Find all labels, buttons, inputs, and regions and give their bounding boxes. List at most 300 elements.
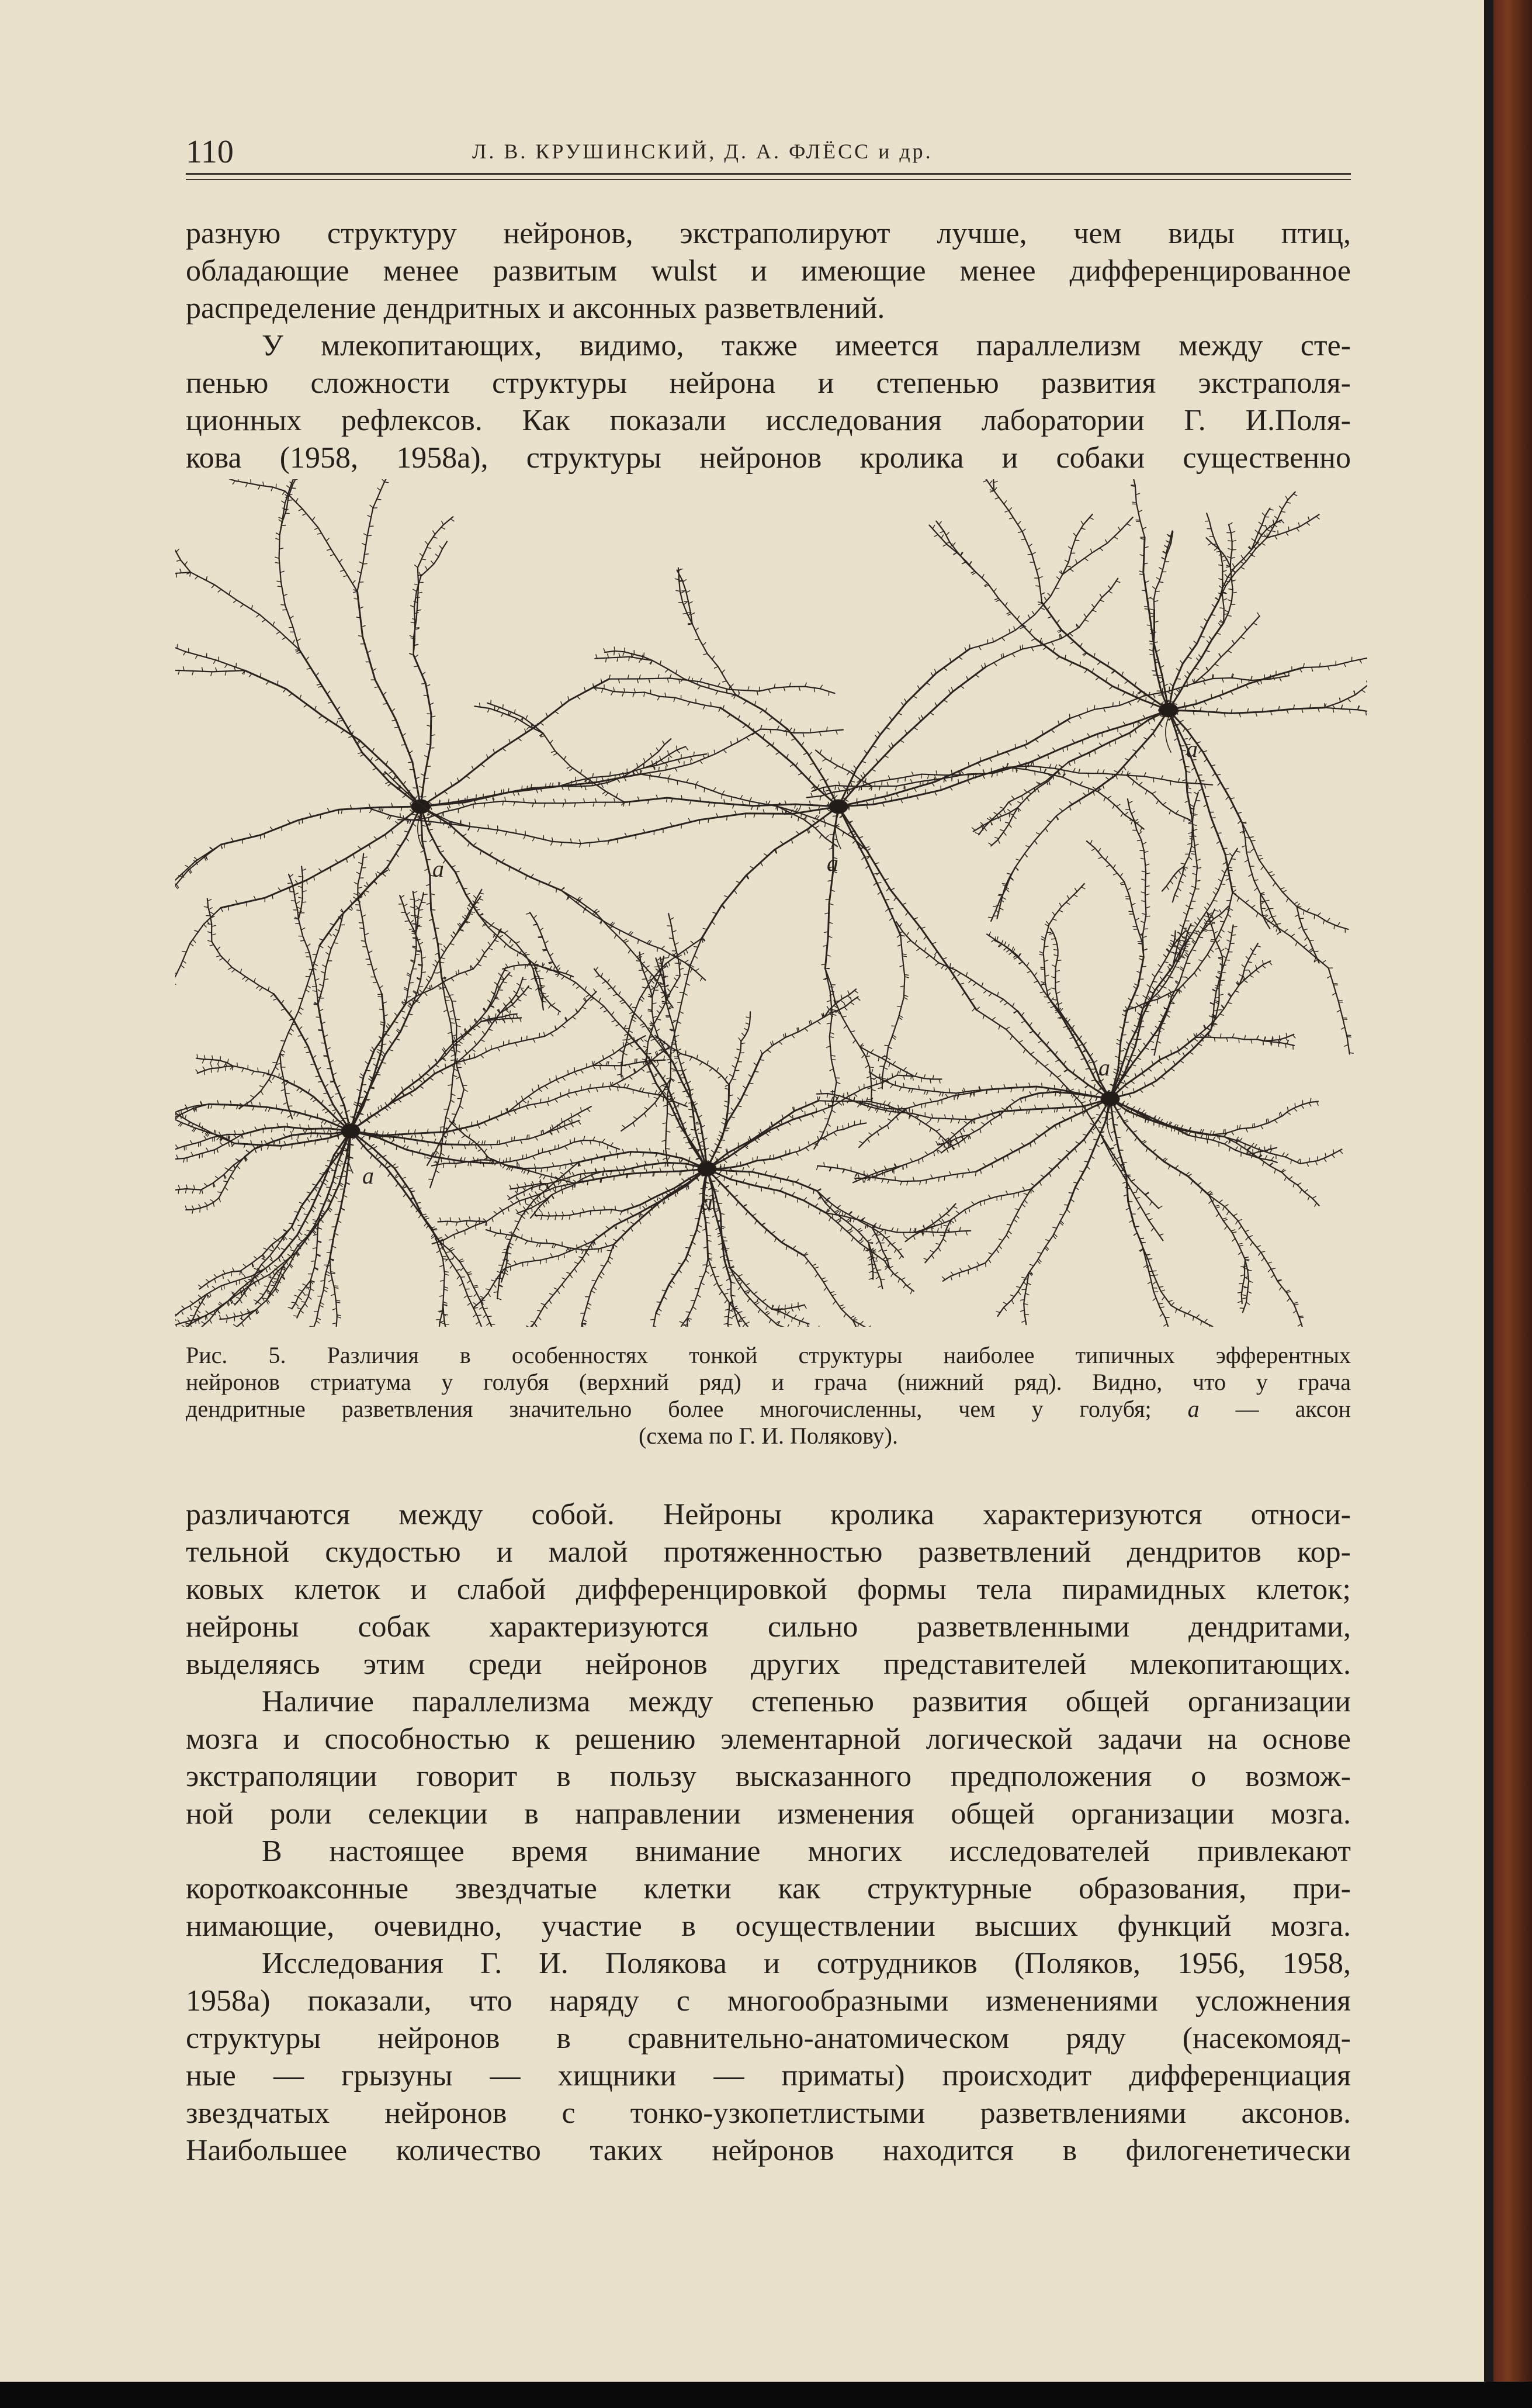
rook-neuron-2-dendrite <box>790 1130 837 1154</box>
pigeon-neuron-2-dendrite <box>736 695 838 807</box>
pigeon-neuron-3-spines <box>980 479 997 491</box>
top-text <box>186 215 1351 477</box>
rook-neuron-3-dendrite <box>1135 1227 1160 1308</box>
rook-neuron-3-spines <box>972 1098 1022 1133</box>
rook-neuron-3-dendrite <box>1029 1209 1067 1272</box>
pigeon-neuron-3-spines <box>989 808 1021 845</box>
rook-neuron-3-spines <box>1020 1272 1032 1322</box>
rook-neuron-3-dendrite <box>1110 957 1143 1099</box>
pigeon-neuron-1-dendrite <box>760 687 835 694</box>
rook-neuron-2-spines <box>594 1169 708 1244</box>
rook-neuron-3-spines <box>1207 964 1226 1030</box>
text-line: экстраполяции говорит в пользу высказанного предположения о возмож- <box>186 1760 1351 1793</box>
text-line: различаются между собой. Нейроны кролика характеризуются относи- <box>186 1498 1351 1531</box>
rook-neuron-1-spines <box>204 899 216 942</box>
pigeon-neuron-1-dendrite <box>280 946 320 1054</box>
rook-neuron-1-spines <box>357 910 383 995</box>
rook-neuron-3-spines <box>1236 946 1260 985</box>
running-title: Л. В. КРУШИНСКИЙ, Д. А. ФЛЁСС и др. <box>472 140 933 163</box>
pigeon-neuron-3-spines <box>1208 543 1231 567</box>
rook-neuron-3-dendrite <box>1110 1099 1211 1135</box>
rook-neuron-2-dendrite <box>915 1231 971 1233</box>
rook-neuron-2-dendrite <box>505 1241 593 1268</box>
pigeon-neuron-2-axon-label: a <box>827 850 838 876</box>
rook-neuron-1-dendrite <box>297 1281 310 1318</box>
rook-neuron-3-dendrite <box>1051 928 1058 956</box>
rook-neuron-3-spines <box>1160 1307 1180 1327</box>
pigeon-neuron-2-dendrite <box>838 807 976 1010</box>
pigeon-neuron-3-soma <box>1159 703 1178 717</box>
pigeon-neuron-3-dendrite <box>1267 514 1319 538</box>
rook-neuron-2-dendrite <box>730 1268 772 1309</box>
rook-neuron-1-dendrite <box>406 969 473 1004</box>
pigeon-neuron-2-spines <box>838 720 1070 808</box>
rook-neuron-2-dendrite <box>817 1191 872 1228</box>
pigeon-neuron-3-dendrite <box>1207 513 1220 551</box>
rook-neuron-2-spines <box>819 1097 902 1112</box>
rook-neuron-1-spines <box>574 1136 617 1152</box>
text-line: У млекопитающих, видимо, также имеется параллелизм между сте- <box>262 329 1351 362</box>
pigeon-neuron-3-dendrite <box>1229 525 1232 567</box>
rook-neuron-2-dendrite <box>499 1323 535 1327</box>
rook-neuron-1-spines <box>285 1081 351 1133</box>
caption-line <box>186 1396 1351 1423</box>
figure-caption <box>186 1342 1351 1449</box>
rook-neuron-3-dendrite <box>1301 1149 1342 1164</box>
rook-neuron-1-spines <box>237 1063 285 1084</box>
rook-neuron-3-spines <box>1209 1194 1249 1258</box>
text-line: В настоящее время внимание многих исследователей привлекают <box>262 1835 1351 1868</box>
text-line: структуры нейронов в сравнительно-анатомическом ряду (насекомояд- <box>186 2022 1351 2055</box>
text-line: ционных рефлексов. Как показали исследования лаборатории Г. И.Поля- <box>186 404 1351 437</box>
rook-neuron-3-dendrite <box>1271 1269 1304 1327</box>
pigeon-neuron-3-spines <box>933 525 975 573</box>
rook-neuron-3-dendrite <box>1143 957 1167 1009</box>
pigeon-neuron-3-spines <box>1325 667 1367 708</box>
pigeon-neuron-2-spines <box>1100 1132 1162 1208</box>
rook-neuron-2-dendrite <box>682 1071 707 1169</box>
pigeon-neuron-2-spines <box>604 647 652 664</box>
pigeon-neuron-3-dendrite <box>1233 892 1329 968</box>
pigeon-neuron-1-dendrite <box>761 729 843 733</box>
rook-neuron-2-dendrite <box>707 1085 729 1169</box>
rook-neuron-2-dendrite <box>772 1305 805 1309</box>
pigeon-neuron-2-spines <box>617 1019 635 1075</box>
caption-text: — аксон <box>1199 1396 1351 1422</box>
pigeon-neuron-3-dendrite <box>956 479 994 491</box>
pigeon-neuron-3-spines <box>882 770 993 785</box>
pigeon-neuron-3-spines <box>1233 890 1326 963</box>
rook-neuron-2-dendrite <box>837 1123 866 1130</box>
rook-neuron-2-dendrite <box>730 1268 778 1325</box>
body-text <box>186 1496 1351 2170</box>
rook-neuron-3-soma <box>1101 1092 1119 1106</box>
pigeon-neuron-1-spines <box>175 569 190 584</box>
text-line: Исследования Г. И. Полякова и сотрудников (Поляков, 1956, 1958, <box>262 1947 1351 1980</box>
pigeon-neuron-2-dendrite <box>543 734 625 802</box>
pigeon-neuron-3-spines <box>1166 867 1185 890</box>
pigeon-neuron-1-dendrite <box>175 845 221 918</box>
rook-neuron-2-spines <box>804 1254 854 1318</box>
rook-neuron-2-dendrite <box>707 1169 730 1268</box>
pigeon-neuron-1-dendrite <box>175 510 190 573</box>
rook-neuron-1-spines <box>175 1294 208 1322</box>
pigeon-neuron-3-dendrite <box>1069 710 1169 806</box>
rook-neuron-3-spines <box>1139 851 1150 957</box>
pigeon-neuron-1-dendrite <box>609 678 759 691</box>
pigeon-neuron-2-spines <box>593 684 645 697</box>
rook-neuron-3-dendrite <box>1049 884 1084 925</box>
rook-neuron-1-dendrite <box>256 1253 296 1310</box>
pigeon-neuron-2-dendrite <box>645 693 721 708</box>
pigeon-neuron-2-spines <box>469 822 608 847</box>
pigeon-neuron-3-dendrite <box>1206 538 1230 566</box>
rook-neuron-1-dendrite <box>212 942 273 994</box>
rook-neuron-2-spines <box>817 1189 871 1241</box>
pigeon-neuron-3-dendrite <box>1260 894 1270 929</box>
rook-neuron-3-dendrite <box>903 1120 972 1165</box>
pigeon-neuron-1-spines <box>561 888 650 943</box>
rook-neuron-3-spines <box>1134 1226 1163 1304</box>
rook-neuron-3-spines <box>1107 1099 1139 1227</box>
rook-neuron-2-dendrite <box>681 1054 729 1085</box>
rook-neuron-3-dendrite <box>1031 1099 1110 1189</box>
neuron-illustration <box>175 479 1367 1327</box>
rook-neuron-1-dendrite <box>481 1301 495 1327</box>
rook-neuron-2-axon-label: a <box>701 1189 713 1215</box>
pigeon-neuron-3-dendrite <box>975 571 1035 638</box>
rook-neuron-1-dendrite <box>500 986 529 1013</box>
rook-neuron-1-dendrite <box>543 1106 591 1134</box>
pigeon-neuron-1-dendrite <box>175 607 245 670</box>
pigeon-neuron-2-dendrite <box>1007 766 1127 776</box>
pigeon-neuron-2-spines <box>1059 518 1093 575</box>
text-line: мозга и способностью к решению элементарной логической задачи на основе <box>186 1722 1351 1756</box>
pigeon-neuron-1-spines <box>175 604 245 674</box>
pigeon-neuron-3-spines <box>1152 989 1182 1049</box>
rook-neuron-3-spines <box>1209 1192 1271 1272</box>
pigeon-neuron-3-spines <box>1325 704 1367 721</box>
rook-neuron-3-dendrite <box>943 1263 986 1281</box>
rook-neuron-1-spines <box>314 917 344 1005</box>
caption-axon-letter: а <box>1187 1396 1200 1422</box>
rook-neuron-2-dendrite <box>687 1258 708 1318</box>
rook-neuron-2-dendrite <box>826 1213 885 1261</box>
pigeon-neuron-3-dendrite <box>1015 806 1070 867</box>
text-line: кова (1958, 1958а), структуры нейронов кролика и собаки существенно <box>186 441 1351 475</box>
pigeon-neuron-1-spines <box>286 496 358 593</box>
pigeon-neuron-2-spines <box>1077 581 1120 627</box>
rook-neuron-3-dendrite <box>1282 1172 1319 1206</box>
pigeon-neuron-1-dendrite <box>175 572 190 582</box>
pigeon-neuron-1-dendrite <box>175 908 221 1005</box>
pigeon-neuron-1-dendrite <box>442 978 456 1101</box>
pigeon-neuron-1-spines <box>249 673 421 808</box>
rook-neuron-2-spines <box>707 1165 814 1193</box>
rook-neuron-3-spines <box>1282 1170 1317 1206</box>
pigeon-neuron-1-spines <box>297 652 421 809</box>
pigeon-neuron-3-dendrite <box>1154 559 1166 610</box>
rook-neuron-2-dendrite <box>826 1213 916 1232</box>
book-edge <box>1484 0 1532 2382</box>
rook-neuron-1-soma <box>341 1124 360 1138</box>
pigeon-neuron-3-dendrite <box>1242 823 1260 894</box>
rook-neuron-2-dendrite <box>582 1245 614 1324</box>
rook-neuron-1-spines <box>498 980 526 1013</box>
rook-neuron-2-dendrite <box>574 1324 582 1327</box>
pigeon-neuron-1-dendrite <box>421 542 447 576</box>
rook-neuron-3-spines <box>1031 1099 1113 1186</box>
rook-neuron-3-dendrite <box>1173 867 1197 967</box>
rook-neuron-2-spines <box>637 1313 660 1327</box>
text-line: Наибольшее количество таких нейронов находится в филогенетически <box>186 2134 1351 2167</box>
text-line: тельной скудостью и малой протяженностью разветвлений дендритов кор- <box>186 1535 1351 1569</box>
pigeon-neuron-1-spines <box>195 576 300 652</box>
pigeon-neuron-1-dendrite <box>534 964 542 1001</box>
rook-neuron-3-spines <box>1110 1035 1211 1101</box>
rook-neuron-2-spines <box>561 975 628 1036</box>
rook-neuron-1-spines <box>218 1149 257 1193</box>
pigeon-neuron-1-spines <box>414 655 435 807</box>
text-line: пенью сложности структуры нейрона и степенью развития экстраполя- <box>186 366 1351 400</box>
pigeon-neuron-1-spines <box>226 479 285 494</box>
pigeon-neuron-3-dendrite <box>1325 708 1367 718</box>
rook-neuron-3-spines <box>1208 958 1226 1030</box>
pigeon-neuron-3-dendrite <box>930 525 975 572</box>
pigeon-neuron-2-spines <box>838 805 975 1011</box>
rook-neuron-3-spines <box>941 964 1017 1013</box>
rook-neuron-3-spines <box>1030 1209 1070 1274</box>
rook-neuron-2-dendrite <box>668 914 680 976</box>
caption-line: Рис. 5. Различия в особенностях тонкой структуры наиболее типичных эфферентных <box>186 1342 1351 1368</box>
text-line: ные — грызуны — хищники — приматы) происходит дифференциация <box>186 2059 1351 2092</box>
rook-neuron-2-spines <box>511 1241 594 1271</box>
pigeon-neuron-1-spines <box>320 807 424 940</box>
text-line: распределение дендритных и аксонных разветвлений. <box>186 292 885 325</box>
pigeon-neuron-3-dendrite <box>1325 672 1367 708</box>
rook-neuron-3-dendrite <box>976 1099 1111 1172</box>
rook-neuron-2-spines <box>707 1166 820 1214</box>
rook-neuron-1-dendrite <box>330 1259 337 1327</box>
pigeon-neuron-2-dendrite <box>976 1010 1100 1133</box>
rook-neuron-2-dendrite <box>656 1169 707 1313</box>
rook-neuron-2-spines <box>705 1169 732 1269</box>
rook-neuron-2-dendrite <box>438 1220 486 1222</box>
caption-text: дендритные разветвления значительно более многочисленны, чем у голубя; <box>186 1396 1188 1422</box>
pigeon-neuron-2-dendrite <box>1100 1133 1159 1209</box>
pigeon-neuron-2-dendrite <box>473 801 625 804</box>
pigeon-neuron-2-dendrite <box>692 624 736 695</box>
pigeon-neuron-3-spines <box>973 572 1035 641</box>
rook-neuron-3-spines <box>980 1099 1111 1174</box>
pigeon-neuron-2-dendrite <box>825 807 838 968</box>
text-line: разную структуру нейронов, экстраполируют лучше, чем виды птиц, <box>186 217 1351 250</box>
rook-neuron-1-spines <box>252 1128 351 1150</box>
pigeon-neuron-2-spines <box>836 665 983 807</box>
rook-neuron-3-dendrite <box>883 1172 976 1182</box>
pigeon-neuron-2-dendrite <box>860 1047 872 1101</box>
pigeon-neuron-2-spines <box>976 1007 1096 1130</box>
pigeon-neuron-3-axon-label: a <box>1186 736 1198 762</box>
pigeon-neuron-1-spines <box>175 845 223 920</box>
pigeon-neuron-3-dendrite <box>997 867 1015 919</box>
scan-border <box>0 2382 1532 2408</box>
pigeon-neuron-1-spines <box>419 546 442 576</box>
pigeon-neuron-2-spines <box>892 935 909 1037</box>
rook-neuron-3-spines <box>872 1070 911 1092</box>
pigeon-neuron-1-dendrite <box>279 535 300 650</box>
rook-neuron-3-spines <box>989 932 1023 963</box>
caption-line: (схема по Г. И. Полякову). <box>639 1423 898 1449</box>
pigeon-neuron-1-dendrite <box>221 807 421 845</box>
rook-neuron-3-dendrite <box>941 1135 969 1153</box>
rook-neuron-3-spines <box>996 1272 1032 1313</box>
pigeon-neuron-3-spines <box>1174 867 1187 897</box>
rook-neuron-3-dendrite <box>994 940 1023 962</box>
rook-neuron-1-dendrite <box>344 870 387 913</box>
rook-neuron-2-dendrite <box>646 976 680 1061</box>
text-line: нимающие, очевидно, участие в осуществлении высших функций мозга. <box>186 1909 1351 1943</box>
rook-neuron-1-spines <box>354 857 368 905</box>
pigeon-neuron-1-dendrite <box>421 679 609 807</box>
rook-neuron-1-dendrite <box>593 1060 665 1066</box>
pigeon-neuron-3-spines <box>1264 494 1297 538</box>
pigeon-neuron-2-spines <box>702 807 840 940</box>
pigeon-neuron-3-dendrite <box>993 710 1169 773</box>
rook-neuron-1-spines <box>327 1259 341 1327</box>
rook-neuron-1-dendrite <box>413 891 416 933</box>
rook-neuron-3-dendrite <box>1110 1030 1211 1099</box>
pigeon-neuron-3-spines <box>1150 562 1169 610</box>
rook-neuron-1-dendrite <box>351 1112 508 1136</box>
rook-neuron-3-spines <box>872 1103 972 1123</box>
pigeon-neuron-1-spines <box>224 803 421 848</box>
rook-neuron-2-dendrite <box>853 1320 878 1327</box>
pigeon-neuron-2-dendrite <box>621 1078 671 1131</box>
rook-neuron-1-spines <box>202 1149 257 1193</box>
pigeon-neuron-1-dendrite <box>221 807 421 908</box>
rook-neuron-3-spines <box>1049 933 1058 956</box>
rook-neuron-2-spines <box>726 1043 745 1085</box>
pigeon-neuron-1-dendrite <box>479 916 533 968</box>
rook-neuron-2-spines <box>494 1234 516 1300</box>
pigeon-neuron-2-spines <box>618 804 838 843</box>
pigeon-neuron-1-soma <box>411 800 430 814</box>
rook-neuron-1-dendrite <box>289 874 299 919</box>
rook-neuron-3-dendrite <box>951 1189 1031 1220</box>
running-head <box>186 133 1351 174</box>
rook-neuron-3-dendrite <box>1211 1116 1283 1135</box>
rook-neuron-3-dendrite <box>1055 956 1059 1011</box>
rook-neuron-3-dendrite <box>1257 1035 1294 1041</box>
text-line: ковых клеток и слабой дифференцировкой формы тела пирамидных клеток; <box>186 1573 1351 1606</box>
rook-neuron-1-axon-label: a <box>362 1163 374 1189</box>
text-line: выделяясь этим среди нейронов других представителей млекопитающих. <box>186 1648 1351 1681</box>
rook-neuron-3-dendrite <box>1209 1195 1271 1269</box>
pigeon-neuron-1-spines <box>276 479 301 535</box>
pigeon-neuron-3-dendrite <box>1260 894 1280 932</box>
pigeon-neuron-3-spines <box>1304 654 1367 672</box>
rook-neuron-2-dendrite <box>666 1002 682 1071</box>
rook-neuron-1-spines <box>469 1131 542 1149</box>
pigeon-neuron-3-dendrite <box>1242 823 1297 907</box>
pigeon-neuron-1-dendrite <box>533 968 560 1012</box>
rook-neuron-2-spines <box>484 1323 537 1327</box>
rook-neuron-3-spines <box>1170 892 1218 967</box>
rook-neuron-2-soma <box>698 1162 716 1176</box>
rook-neuron-2-dendrite <box>762 1017 824 1054</box>
rook-neuron-2-dendrite <box>741 1012 750 1041</box>
neuron-figure <box>175 479 1367 1327</box>
rook-neuron-3-dendrite <box>1128 799 1144 850</box>
rook-neuron-1-spines <box>611 1082 687 1108</box>
rook-neuron-2-dendrite <box>488 1158 579 1169</box>
pigeon-neuron-2-dendrite <box>470 826 608 843</box>
pigeon-neuron-3-spines <box>1069 710 1171 804</box>
rook-neuron-1-dendrite <box>439 1241 481 1301</box>
pigeon-neuron-1-spines <box>637 741 664 767</box>
pigeon-neuron-2-spines <box>970 577 1060 650</box>
rook-neuron-2-spines <box>571 1324 586 1327</box>
rook-neuron-3-spines <box>975 1097 1110 1123</box>
pigeon-neuron-2-dendrite <box>1194 616 1260 683</box>
pigeon-neuron-2-dendrite <box>592 688 644 693</box>
pigeon-neuron-2-spines <box>836 648 966 807</box>
rook-neuron-3-spines <box>1257 1033 1295 1044</box>
rook-neuron-1-spines <box>294 1281 315 1316</box>
header-rule-thin <box>186 179 1351 180</box>
pigeon-neuron-3-dendrite <box>1129 479 1145 537</box>
pigeon-neuron-3-dendrite <box>994 491 1042 603</box>
pigeon-neuron-1-dendrite <box>561 890 638 959</box>
rook-neuron-1-dendrite <box>360 905 382 994</box>
rook-neuron-2-dendrite <box>729 1041 741 1085</box>
pigeon-neuron-2-axon <box>836 814 841 849</box>
pigeon-neuron-2-dendrite <box>1063 514 1093 575</box>
pigeon-neuron-1-dendrite <box>223 479 285 491</box>
rook-neuron-1-dendrite <box>508 1065 594 1112</box>
text-line: звездчатых нейронов с тонко-узкопетлистыми разветвлениями аксонов. <box>186 2096 1351 2130</box>
pigeon-neuron-1-dendrite <box>175 845 221 952</box>
rook-neuron-1-dendrite <box>227 1253 296 1302</box>
pigeon-neuron-3-dendrite <box>1035 639 1169 710</box>
pigeon-neuron-1-dendrite <box>358 479 399 591</box>
rook-neuron-1-spines <box>254 1227 294 1269</box>
pigeon-neuron-1-dendrite <box>320 807 421 946</box>
pigeon-neuron-1-spines <box>175 908 223 1004</box>
rook-neuron-1-dendrite <box>255 1227 292 1274</box>
pigeon-neuron-1-dendrite <box>175 659 245 672</box>
rook-neuron-2-spines <box>853 1317 883 1327</box>
rook-neuron-2-dendrite <box>622 1169 707 1211</box>
text-line: короткоаксонные звездчатые клетки как структурные образования, при- <box>186 1872 1351 1905</box>
rook-neuron-3-dendrite <box>1143 851 1146 957</box>
pigeon-neuron-2-dendrite <box>652 660 736 695</box>
pigeon-neuron-1-spines <box>410 575 422 655</box>
rook-neuron-3-dendrite <box>1171 1306 1212 1327</box>
rook-neuron-1-spines <box>351 1127 466 1149</box>
pigeon-neuron-2-spines <box>1193 613 1260 683</box>
rook-neuron-3-axon-label: a <box>1098 1054 1110 1081</box>
pigeon-neuron-3-spines <box>994 487 1044 603</box>
pigeon-neuron-1-dendrite <box>418 517 453 568</box>
pigeon-neuron-2-dendrite <box>1098 791 1144 829</box>
text-line: 1958а) показали, что наряду с многообразными изменениями усложнения <box>186 1984 1351 2018</box>
pigeon-neuron-3-dendrite <box>1297 907 1349 929</box>
rook-neuron-3-dendrite <box>1110 1037 1195 1099</box>
rook-neuron-2-spines <box>572 1206 622 1217</box>
pigeon-neuron-1-dendrite <box>644 746 686 768</box>
